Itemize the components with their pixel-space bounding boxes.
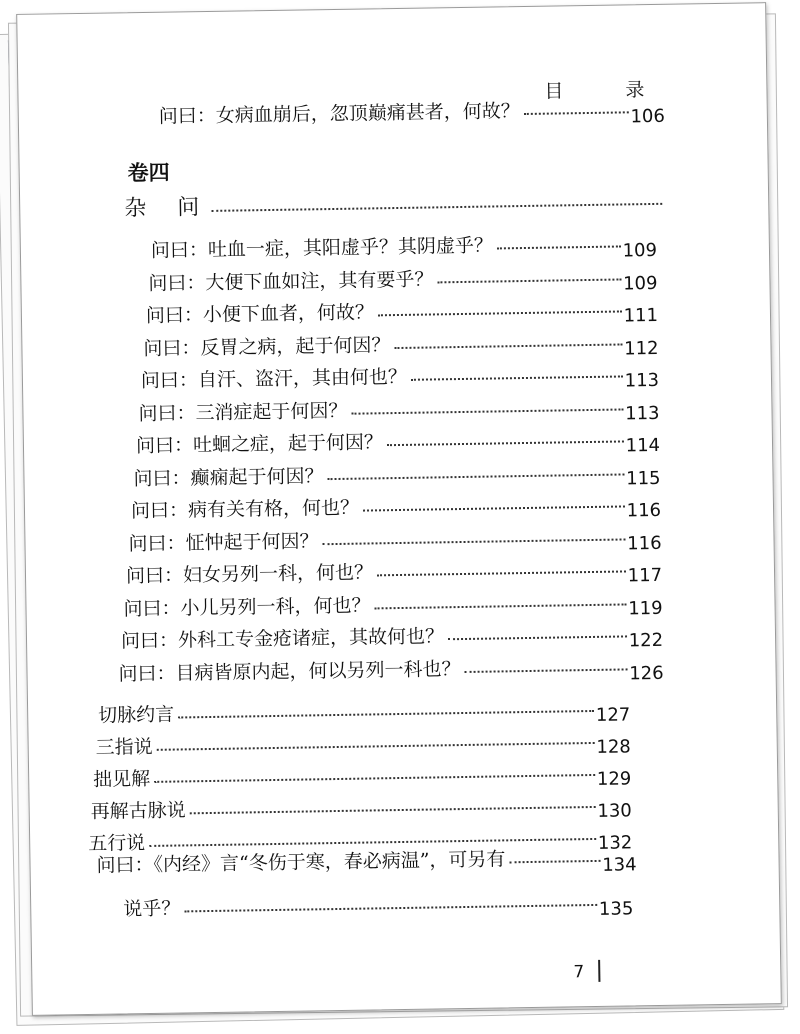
toc-page xyxy=(16,2,782,1016)
question-entry-label: 问曰：外科工专金疮诸症，其故何也？ xyxy=(120,625,445,653)
topic-entry xyxy=(91,791,632,823)
section-heading xyxy=(124,189,664,221)
topic-entry-label: 五行说 xyxy=(88,832,146,855)
topic-entry xyxy=(96,727,631,759)
leader-dots xyxy=(464,664,627,673)
question-entry xyxy=(136,426,660,458)
question-entry-label: 问曰：妇女另列一科，何也？ xyxy=(125,561,374,588)
running-header: 目 录 xyxy=(544,78,673,103)
leader-dots xyxy=(394,339,622,349)
question-entry xyxy=(118,653,663,686)
question-entry xyxy=(146,296,658,328)
question-entry-label: 问曰：癫痫起于何因？ xyxy=(133,464,324,490)
leader-dots xyxy=(149,834,596,847)
question-entry xyxy=(131,491,661,523)
question-entry-page: 116 xyxy=(627,532,662,554)
topic-entry-page: 132 xyxy=(597,832,633,854)
leader-dots xyxy=(524,107,629,115)
leader-dots xyxy=(374,599,626,609)
question-entry-page: 113 xyxy=(625,402,660,424)
leader-dots xyxy=(437,274,621,283)
toc-entry-label: 问曰：《内经》言“冬伤于寒，春必病温”，可另有 xyxy=(96,848,506,877)
toc-entry-page: 106 xyxy=(630,105,666,128)
topic-entry-label: 三指说 xyxy=(95,735,153,759)
question-entry-page: 126 xyxy=(629,662,664,684)
question-entry-label: 问曰：病有关有格，何也？ xyxy=(130,496,360,523)
footer-rule xyxy=(598,960,600,982)
question-entry-page: 117 xyxy=(627,564,663,587)
leader-dots xyxy=(351,404,623,414)
topic-entry-page: 128 xyxy=(596,736,631,758)
question-entry xyxy=(138,393,659,425)
topic-entry-page: 129 xyxy=(596,768,632,790)
leader-dots xyxy=(157,738,595,751)
leader-dots xyxy=(411,371,623,380)
question-entry xyxy=(128,523,661,555)
leader-dots xyxy=(322,534,625,545)
question-entry-label: 问曰：反胃之病，起于何因？ xyxy=(143,333,391,360)
topic-entry-label: 拙见解 xyxy=(93,767,151,791)
question-entry-page: 111 xyxy=(623,304,659,327)
topic-entry-page: 127 xyxy=(595,704,631,726)
leader-dots xyxy=(377,566,626,576)
toc-entry-page: 135 xyxy=(598,898,634,920)
question-entry xyxy=(148,263,657,295)
question-entry xyxy=(126,556,662,588)
question-entry-page: 116 xyxy=(626,499,662,522)
question-entry xyxy=(151,231,657,263)
question-entry-label: 问曰：小儿另列一科，何也？ xyxy=(123,593,371,620)
question-entry xyxy=(143,328,658,360)
leader-dots xyxy=(190,802,596,814)
leader-dots xyxy=(378,306,622,316)
question-entry xyxy=(121,621,663,654)
question-entry-page: 115 xyxy=(626,467,661,489)
question-entry-page: 109 xyxy=(622,239,658,262)
leader-dots xyxy=(178,706,594,719)
leader-dots xyxy=(211,199,662,212)
topic-entry-page: 130 xyxy=(597,800,632,822)
question-entry-label: 问曰：怔忡起于何因？ xyxy=(128,529,319,555)
question-entry xyxy=(123,588,662,620)
toc-entry-last-continued xyxy=(123,889,633,921)
toc-entry-label-continued: 说乎？ xyxy=(123,897,181,921)
question-entry xyxy=(133,458,660,490)
volume-heading: 卷四 xyxy=(127,160,170,186)
topic-entry-label: 再解古脉说 xyxy=(90,799,186,823)
question-entry-page: 122 xyxy=(628,629,664,652)
question-entry-label: 问曰：小便下血者，何故？ xyxy=(145,301,375,327)
leader-dots xyxy=(184,900,597,912)
question-entry-page: 112 xyxy=(623,337,659,359)
question-entry-label: 问曰：大便下血如注，其有要乎？ xyxy=(148,267,434,295)
leader-dots xyxy=(448,631,627,640)
question-entry-label: 问曰：自汗、盗汗，其由何也？ xyxy=(140,365,408,393)
leader-dots xyxy=(509,856,600,863)
question-entry-page: 114 xyxy=(625,434,661,457)
section-heading-label: 杂 问 xyxy=(124,194,212,222)
question-entry-page: 119 xyxy=(628,597,663,619)
leader-dots xyxy=(154,770,595,783)
page-number: 7 xyxy=(573,962,585,983)
toc-entry-page: 134 xyxy=(602,854,637,876)
question-entry xyxy=(141,361,659,393)
question-entry-page: 113 xyxy=(624,369,660,392)
topic-entry-label: 切脉约言 xyxy=(98,703,175,727)
leader-dots xyxy=(327,469,624,480)
toc-entry-label: 问曰：女病血崩后，忽顶巅痛甚者，何故？ xyxy=(158,100,520,128)
topic-entry xyxy=(98,695,630,727)
question-entry-label: 问曰：吐血一症，其阳虚乎？其阴虚乎？ xyxy=(150,234,494,262)
topic-entry xyxy=(93,759,631,791)
leader-dots xyxy=(387,436,624,446)
question-entry-label: 问曰：吐蛔之症，起于何因？ xyxy=(135,431,384,458)
question-entry-page: 109 xyxy=(622,272,658,294)
leader-dots xyxy=(497,241,621,249)
toc-entry-intro xyxy=(159,97,665,129)
leader-dots xyxy=(363,501,625,511)
question-entry-label: 问曰：目病皆原内起，何以另列一科也？ xyxy=(118,657,461,685)
question-entry-label: 问曰：三消症起于何因？ xyxy=(138,399,348,425)
